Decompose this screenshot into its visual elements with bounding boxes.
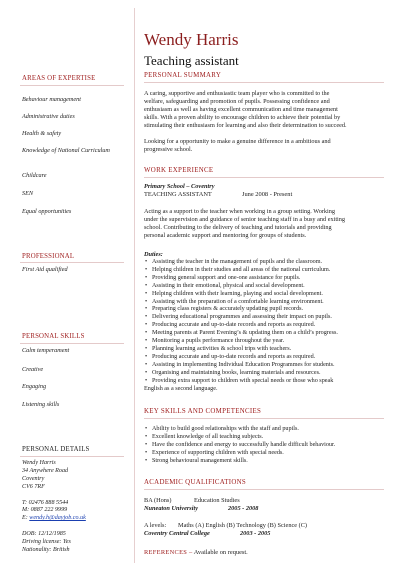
contact-postcode: CV6 7RF xyxy=(22,483,45,490)
work-heading: WORK EXPERIENCE xyxy=(144,167,214,174)
job-title: TEACHING ASSISTANT xyxy=(144,191,212,198)
summary-line: welfare, safeguarding and promotion of pupils. Possessing confidence and xyxy=(144,97,330,105)
institution-name: Nuneaton University xyxy=(144,505,199,512)
expertise-item: SEN xyxy=(22,190,34,197)
academic-heading: ACADEMIC QUALIFICATIONS xyxy=(144,479,247,486)
list-item: • Assisting in implementing Individual Education Programmes for students. xyxy=(144,362,338,370)
list-item: • Helping children with their learning, playing and social development. xyxy=(144,291,338,299)
list-item: • Producing accurate and up-to-date records and reports as required. xyxy=(144,322,338,330)
references-value: Available on request. xyxy=(192,549,248,556)
qualification-subjects: Maths (A) English (B) Technology (B) Science (C) xyxy=(178,522,308,529)
references-line xyxy=(144,549,248,556)
skill-item: Listening skills xyxy=(22,401,60,408)
qualification-subject: Education Studies xyxy=(194,497,240,504)
job-line xyxy=(144,191,293,198)
summary-line: skills. With a proven ability to encourage children to achieve their potential by xyxy=(144,113,341,121)
expertise-item: Administrative duties xyxy=(22,113,75,120)
summary-rule xyxy=(144,82,384,83)
qualification-level: A levels: xyxy=(144,522,167,529)
job-description-line: personal academic support and mentoring for groups of students. xyxy=(144,231,307,239)
key-skills-heading: KEY SKILLS AND COMPETENCIES xyxy=(144,408,262,415)
list-item: • Producing accurate and up-to-date records and reports as required. xyxy=(144,354,338,362)
summary-line: A caring, supportive and enthusiastic team player who is committed to the xyxy=(144,90,330,97)
candidate-name: Wendy Harris xyxy=(144,30,239,49)
skill-item: Engaging xyxy=(22,383,47,390)
expertise-item: Equal opportunities xyxy=(22,208,72,215)
list-item: • Strong behavioural management skills. xyxy=(144,458,335,466)
email-prefix: E: xyxy=(22,515,30,522)
details-heading: PERSONAL DETAILS xyxy=(22,446,90,453)
contact-dob: DOB: 12/12/1985 xyxy=(22,531,66,538)
list-item: • Monitoring a pupils performance throughout the year. xyxy=(144,338,338,346)
qualification-row xyxy=(144,497,240,504)
job-description xyxy=(144,208,390,240)
expertise-item: Childcare xyxy=(22,172,47,179)
list-item: • Providing general support and one-one assistance for pupils. xyxy=(144,275,338,283)
key-skills-list xyxy=(144,426,335,466)
professional-item: First Aid qualified xyxy=(22,266,68,273)
job-description-line: Acting as a support to the teacher when working in a group setting. Working xyxy=(144,208,336,215)
key-skills-rule xyxy=(144,418,384,419)
work-rule xyxy=(144,177,384,178)
expertise-heading: AREAS OF EXPERTISE xyxy=(22,75,96,82)
duties-list xyxy=(144,259,338,386)
expertise-rule xyxy=(20,85,124,86)
job-description-line: school. Contributing to the delivery of teaching and tutorials and providing xyxy=(144,223,332,231)
employer: Primary School – Coventry xyxy=(144,183,215,190)
summary-heading: PERSONAL SUMMARY xyxy=(144,72,222,79)
list-item: • Organising and maintaining books, learning materials and resources. xyxy=(144,370,338,378)
list-item: • Assisting the teacher in the management of pupils and the classroom. xyxy=(144,259,338,267)
qualification-level: BA (Hons) xyxy=(144,497,172,504)
contact-nationality: Nationality: British xyxy=(22,546,70,553)
expertise-item: Behaviour management xyxy=(22,96,81,103)
summary-line: Looking for a opportunity to make a genuine difference in a ambitious and xyxy=(144,138,331,145)
references-heading: REFERENCES – xyxy=(144,549,193,556)
institution-row xyxy=(144,505,259,512)
job-description-line: under the supervision and guidance of senior teaching staff in a busy and exiting xyxy=(144,215,346,223)
summary-line: stimulating their enthusiasm for learning and also their determination to succeed. xyxy=(144,121,347,129)
duties-tail: English as a second language. xyxy=(144,386,218,392)
list-item: • Helping children in their studies and all areas of the national curriculum. xyxy=(144,267,338,275)
duties-label: Duties: xyxy=(144,251,163,258)
list-item: • Assisting in their emotional, physical and social development. xyxy=(144,283,338,291)
academic-rule xyxy=(144,489,384,490)
professional-heading: PROFESSIONAL xyxy=(22,253,75,260)
job-dates: June 2008 - Present xyxy=(242,191,293,198)
skills-rule xyxy=(20,343,124,344)
institution-dates: 2003 - 2005 xyxy=(240,530,271,537)
contact-name: Wendy Harris xyxy=(22,460,56,466)
contact-license: Driving license: Yes xyxy=(22,539,71,546)
expertise-item: Knowledge of National Curriculum xyxy=(22,147,110,154)
contact-address: 34 Anywhere Road xyxy=(22,467,69,474)
summary-paragraph xyxy=(144,90,390,130)
list-item: • Delivering educational programmes and assessing their impact on pupils. xyxy=(144,314,338,322)
details-rule xyxy=(20,456,124,457)
list-item: • Providing extra support to children with special needs or those who speak xyxy=(144,378,338,386)
list-item: • Have the confidence and energy to successfully handle difficult behaviour. xyxy=(144,442,335,450)
list-item: • Excellent knowledge of all teaching subjects. xyxy=(144,434,335,442)
contact-mobile: M: 0887 222 9999 xyxy=(22,507,68,514)
summary-line: progressive school. xyxy=(144,145,193,153)
list-item: • Ability to build good relationships with the staff and pupils. xyxy=(144,426,335,434)
job-role: Teaching assistant xyxy=(144,53,239,68)
institution-row xyxy=(144,530,271,537)
list-item: • Preparing class registers & accurately updating pupil records. xyxy=(144,306,338,314)
institution-name: Coventry Central College xyxy=(144,530,210,537)
skill-item: Calm temperament xyxy=(22,347,70,354)
professional-rule xyxy=(20,262,124,263)
qualification-row xyxy=(144,522,308,529)
column-divider xyxy=(134,8,135,563)
summary-line: enthusiasm as well as having excellent communication and time management xyxy=(144,105,338,113)
list-item: • Meeting parents at Parent Evening’s & updating them on a child’s progress. xyxy=(144,330,338,338)
expertise-item: Health & safety xyxy=(22,130,62,137)
list-item: • Assisting with the preparation of a comfortable learning environment. xyxy=(144,299,338,307)
contact-email-line xyxy=(22,515,86,523)
contact-details xyxy=(22,460,86,555)
email-link[interactable]: wendy.h@dayjob.co.uk xyxy=(29,515,86,522)
contact-city: Coventry xyxy=(22,475,45,482)
skill-item: Creative xyxy=(22,366,44,373)
institution-dates: 2005 - 2008 xyxy=(228,505,259,512)
list-item: • Planning learning activities & school trips with teachers. xyxy=(144,346,338,354)
skills-heading: PERSONAL SKILLS xyxy=(22,333,85,340)
summary-paragraph-2 xyxy=(144,138,390,154)
contact-telephone: T: 02476 888 5544 xyxy=(22,499,69,506)
list-item: • Experience of supporting children with special needs. xyxy=(144,450,335,458)
